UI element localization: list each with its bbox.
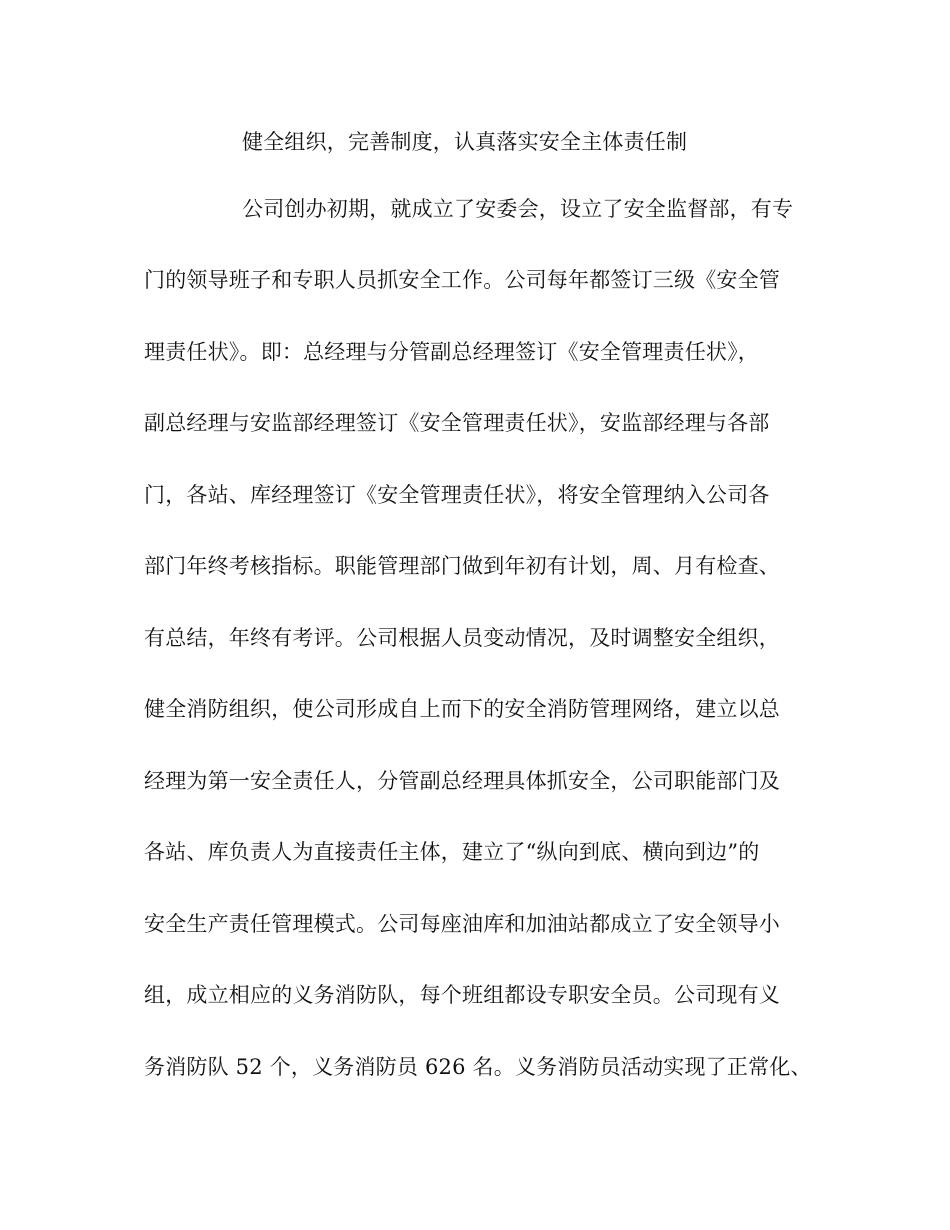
paragraph-line: 理责任状》。即：总经理与分管副总经理签订《安全管理责任状》，	[144, 340, 759, 364]
paragraph-line: 经理为第一安全责任人，分管副总经理具体抓安全，公司职能部门及	[144, 769, 780, 793]
paragraph-line: 组，成立相应的义务消防队，每个班组都设专职安全员。公司现有义	[144, 983, 780, 1007]
paragraph-line: 健全消防组织，使公司形成自上而下的安全消防管理网络，建立以总	[144, 697, 780, 721]
section-heading: 健全组织，完善制度，认真落实安全主体责任制	[242, 130, 688, 154]
paragraph-line: 有总结，年终有考评。公司根据人员变动情况，及时调整安全组织，	[144, 626, 780, 650]
paragraph-line: 部门年终考核指标。职能管理部门做到年初有计划，周、月有检查、	[144, 554, 780, 578]
paragraph-line: 各站、库负责人为直接责任主体，建立了“纵向到底、横向到边”的	[144, 840, 760, 864]
paragraph-line: 务消防队 52 个，义务消防员 626 名。义务消防员活动实现了正常化、	[144, 1055, 812, 1079]
paragraph-line: 门的领导班子和专职人员抓安全工作。公司每年都签订三级《安全管	[144, 268, 780, 292]
paragraph-line: 门，各站、库经理签订《安全管理责任状》，将安全管理纳入公司各	[144, 483, 770, 507]
paragraph-line: 公司创办初期，就成立了安委会，设立了安全监督部，有专	[242, 197, 794, 221]
paragraph-line: 安全生产责任管理模式。公司每座油库和加油站都成立了安全领导小	[144, 912, 780, 936]
paragraph-line: 副总经理与安监部经理签订《安全管理责任状》，安监部经理与各部	[144, 411, 770, 435]
